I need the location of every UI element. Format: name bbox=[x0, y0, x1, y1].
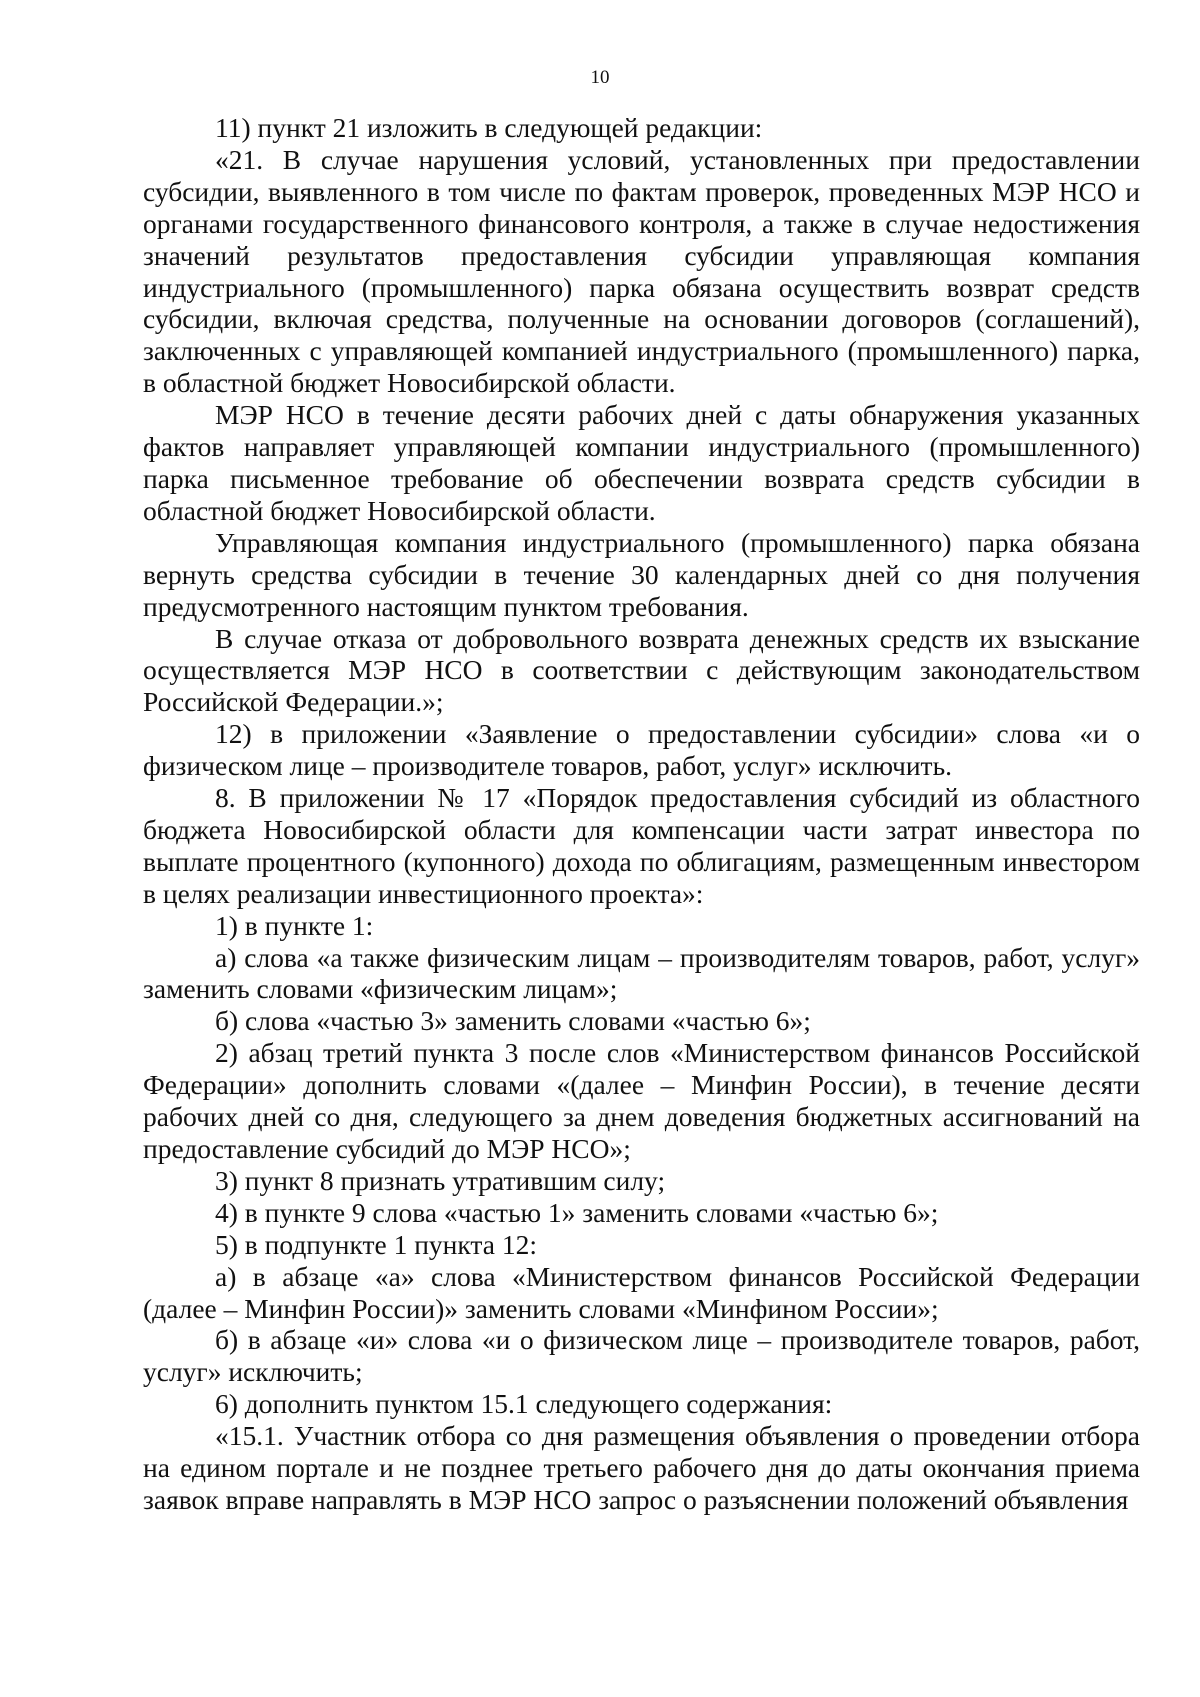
paragraph: 6) дополнить пунктом 15.1 следующего содержания: bbox=[215, 1388, 833, 1420]
paragraph: б) слова «частью 3» заменить словами «частью 6»; bbox=[215, 1005, 811, 1037]
paragraph: 5) в подпункте 1 пункта 12: bbox=[215, 1228, 537, 1260]
paragraph: 12) в приложении «Заявление о предоставлении субсидии» слова «и о физическом лице – производителе товаров, работ, услуг» исключить. bbox=[143, 718, 1140, 782]
paragraph: 8. В приложении № 17 «Порядок предоставления субсидий из областного бюджета Новосибирской области для компенсации части затрат инвестора по выплате процентного (купонного) дохода по облигациям, размещенным инвестором в целях реализации инвестиционного проекта»: bbox=[143, 782, 1140, 909]
paragraph: а) в абзаце «а» слова «Министерством финансов Российской Федерации (далее – Минфин России)» заменить словами «Минфином России»; bbox=[143, 1260, 1140, 1324]
paragraph: В случае отказа от добровольного возврата денежных средств их взыскание осуществляется МЭР НСО в соответствии с действующим законодательством Российской Федерации.»; bbox=[143, 622, 1140, 718]
paragraph: «15.1. Участник отбора со дня размещения объявления о проведении отбора на едином портале и не позднее третьего рабочего дня до даты окончания приема заявок вправе направлять в МЭР НСО запрос о разъяснении положений объявления bbox=[143, 1420, 1140, 1515]
paragraph: 11) пункт 21 изложить в следующей редакции: bbox=[215, 112, 763, 143]
paragraph: а) слова «а также физическим лицам – производителям товаров, работ, услуг» заменить словами «физическим лицам»; bbox=[143, 941, 1140, 1005]
paragraph: «21. В случае нарушения условий, установленных при предоставлении субсидии, выявленного в том числе по фактам проверок, проведенных МЭР НСО и органами государственного финансового контроля, а также в случае недостижения значений результатов предоставления субсидии управляющая компания индустриального (промышленного) парка обязана осуществить возврат средств субсидии, включая средства, полученные на основании договоров (соглашений), заключенных с управляющей компанией индустриального (промышленного) парка, в областной бюджет Новосибирской области. bbox=[143, 143, 1140, 399]
paragraph: б) в абзаце «и» слова «и о физическом лице – производителе товаров, работ, услуг» исключить; bbox=[143, 1324, 1140, 1388]
paragraph: Управляющая компания индустриального (промышленного) парка обязана вернуть средства субсидии в течение 30 календарных дней со дня получения предусмотренного настоящим пунктом требования. bbox=[143, 526, 1140, 622]
paragraph: МЭР НСО в течение десяти рабочих дней с даты обнаружения указанных фактов направляет управляющей компании индустриального (промышленного) парка письменное требование об обеспечении возврата средств субсидии в областной бюджет Новосибирской области. bbox=[143, 399, 1140, 526]
document-body bbox=[143, 112, 1140, 1516]
paragraph: 4) в пункте 9 слова «частью 1» заменить словами «частью 6»; bbox=[215, 1196, 939, 1228]
paragraph: 2) абзац третий пункта 3 после слов «Министерством финансов Российской Федерации» дополнить словами «(далее – Минфин России), в течение десяти рабочих дней со дня, следующего за днем доведения бюджетных ассигнований на предоставление субсидий до МЭР НСО»; bbox=[143, 1037, 1140, 1164]
paragraph: 1) в пункте 1: bbox=[215, 909, 374, 941]
page-number: 10 bbox=[590, 67, 610, 88]
paragraph: 3) пункт 8 признать утратившим силу; bbox=[215, 1164, 666, 1196]
